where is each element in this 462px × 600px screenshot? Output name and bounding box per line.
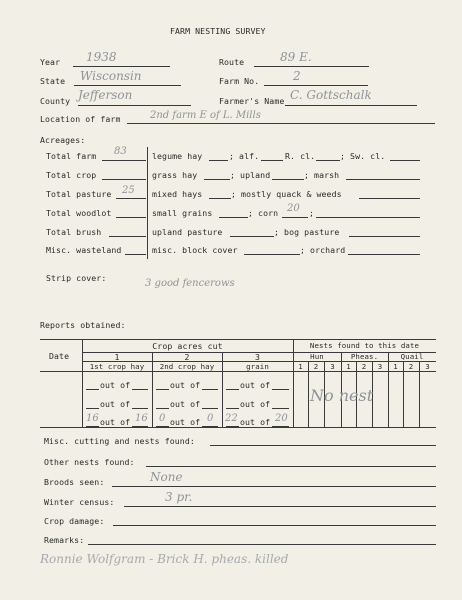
r1-c2-outof: out of	[170, 380, 201, 390]
misc-block-line	[244, 254, 300, 255]
second-crop-header: 2nd crop hay	[159, 362, 215, 371]
nests-note[interactable]: No nest	[310, 386, 374, 405]
farm-no-value[interactable]: 2	[293, 69, 301, 83]
pheas-2: 2	[361, 362, 367, 371]
farmer-name-label: Farmer's Name	[219, 96, 285, 106]
r1-c1-outof: out of	[100, 380, 131, 390]
bog-pasture-line	[349, 236, 420, 237]
location-value[interactable]: 2nd farm E of L. Mills	[150, 110, 261, 121]
pheas-3: 3	[377, 362, 383, 371]
r2-c1-a	[86, 408, 99, 409]
orchard-label: ; orchard	[300, 245, 346, 255]
grain-header: grain	[246, 362, 269, 371]
farmer-name-line	[285, 105, 417, 106]
alf-label: ; alf.	[229, 151, 260, 161]
misc-cutting-label: Misc. cutting and nests found:	[44, 436, 195, 446]
total-farm-value[interactable]: 83	[114, 146, 127, 157]
small-grains-line	[219, 217, 248, 218]
r3-v5[interactable]: 22	[225, 413, 238, 424]
hun-header: Hun	[310, 352, 324, 361]
state-value[interactable]: Wisconsin	[80, 69, 142, 83]
r2-c2-outof: out of	[170, 399, 201, 409]
location-label: Location of farm	[40, 114, 121, 124]
misc-block-label: misc. block cover	[152, 245, 238, 255]
quack-line	[359, 198, 420, 199]
r3-c3-outof: out of	[240, 417, 271, 427]
winter-census-label: Winter census:	[44, 497, 115, 507]
route-value[interactable]: 89 E.	[280, 50, 312, 64]
total-crop-line	[102, 179, 146, 180]
total-pasture-line	[116, 198, 146, 199]
quack-label: ; mostly quack & weeds	[231, 189, 342, 199]
quail-1: 1	[393, 362, 398, 371]
crop-damage-label: Crop damage:	[44, 516, 105, 526]
corn-label: ; corn	[248, 208, 279, 218]
r2-c1-b	[132, 408, 148, 409]
upland-line	[272, 179, 304, 180]
alf-line	[261, 160, 283, 161]
county-value[interactable]: Jefferson	[78, 88, 133, 102]
small-grains-extra-line	[316, 217, 420, 218]
total-pasture-value[interactable]: 25	[122, 185, 135, 196]
r1-c3-outof: out of	[240, 380, 271, 390]
hun-1: 1	[298, 362, 303, 371]
upland-pasture-label: upland pasture	[152, 227, 223, 237]
col3-header: 3	[254, 352, 261, 362]
r2-c3-outof: out of	[240, 399, 271, 409]
year-line	[73, 66, 170, 67]
r1-c1-b	[132, 389, 148, 390]
total-farm-line	[102, 160, 146, 161]
other-nests-label: Other nests found:	[44, 457, 135, 467]
marsh-label: ; marsh	[304, 170, 340, 180]
route-line	[254, 66, 369, 67]
small-grains-label: small grains	[152, 208, 213, 218]
winter-census-value[interactable]: 3 pr.	[165, 490, 193, 504]
acreages-heading: Acreages:	[40, 135, 86, 145]
route-label: Route	[219, 57, 245, 67]
remarks-line	[88, 544, 436, 545]
marsh-line	[346, 179, 420, 180]
total-brush-line	[109, 236, 146, 237]
county-label: County	[40, 96, 71, 106]
pheas-1: 1	[346, 362, 351, 371]
total-crop-label: Total crop	[46, 170, 97, 180]
bog-pasture-label: ; bog pasture	[274, 227, 340, 237]
total-woodlot-label: Total woodlot	[46, 208, 112, 218]
r1-c2-a	[156, 389, 169, 390]
form-title: FARM NESTING SURVEY	[170, 26, 266, 36]
r-cl-label: R. cl.	[285, 151, 316, 161]
county-line	[78, 105, 191, 106]
r2-c2-a	[156, 408, 169, 409]
remarks-label: Remarks:	[44, 535, 85, 545]
crop-damage-line	[113, 525, 436, 526]
grass-hay-label: grass hay	[152, 170, 198, 180]
r-cl-line	[316, 160, 340, 161]
total-brush-label: Total brush	[46, 227, 102, 237]
winter-census-line	[124, 506, 436, 507]
misc-wasteland-line	[125, 254, 146, 255]
strip-cover-label: Strip cover:	[46, 273, 107, 283]
r3-c1-a	[86, 426, 99, 427]
quail-2: 2	[408, 362, 414, 371]
strip-cover-value[interactable]: 3 good fencerows	[145, 278, 235, 289]
sw-cl-line	[390, 160, 420, 161]
total-farm-label: Total farm	[46, 151, 97, 161]
r1-c3-b	[272, 389, 289, 390]
r3-v4[interactable]: 0	[207, 413, 214, 424]
r3-c1-outof: out of	[100, 417, 131, 427]
total-woodlot-line	[116, 217, 146, 218]
pheas-header: Pheas.	[350, 352, 379, 361]
hun-2: 2	[313, 362, 319, 371]
hun-3: 3	[330, 362, 335, 371]
other-nests-line	[146, 466, 436, 467]
r3-c1-b	[132, 426, 148, 427]
semicolon: ;	[309, 208, 315, 218]
state-line	[74, 85, 181, 86]
r3-v3[interactable]: 0	[159, 413, 166, 424]
misc-wasteland-label: Misc. wasteland	[46, 245, 122, 255]
r1-c3-a	[226, 389, 239, 390]
corn-value[interactable]: 20	[287, 203, 300, 214]
crop-acres-header: Crop acres cut	[152, 341, 223, 351]
upland-label: ; upland	[230, 170, 271, 180]
upland-pasture-line	[230, 236, 274, 237]
nests-found-header: Nests found to this date	[309, 341, 420, 350]
farm-no-label: Farm No.	[219, 76, 260, 86]
grass-hay-line	[204, 179, 230, 180]
r2-c3-a	[226, 408, 239, 409]
r3-v2[interactable]: 16	[135, 413, 148, 424]
acreages-divider	[147, 147, 148, 259]
first-crop-header: 1st crop hay	[89, 362, 145, 371]
corn-line	[282, 217, 308, 218]
r3-c3-a	[226, 426, 239, 427]
farm-no-line	[264, 85, 368, 86]
footer-note[interactable]: Ronnie Wolfgram - Brick H. pheas. killed	[40, 552, 289, 566]
location-line	[127, 123, 435, 124]
r3-c2-outof: out of	[170, 417, 201, 427]
col2-header: 2	[184, 352, 190, 362]
r3-c3-b	[272, 426, 289, 427]
r3-v6[interactable]: 20	[275, 413, 288, 424]
r3-c2-a	[156, 426, 169, 427]
table-bottom-line	[40, 427, 436, 428]
r3-v1[interactable]: 16	[86, 413, 99, 424]
state-label: State	[40, 76, 66, 86]
date-header: Date	[49, 351, 70, 361]
broods-seen-line	[112, 486, 436, 487]
table-top-line	[40, 339, 436, 340]
quail-header: Quail	[400, 352, 424, 361]
year-label: Year	[40, 57, 61, 67]
total-pasture-label: Total pasture	[46, 189, 112, 199]
mixed-hays-label: mixed hays	[152, 189, 203, 199]
orchard-line	[348, 254, 420, 255]
r3-c2-b	[202, 426, 218, 427]
r2-c3-b	[272, 408, 289, 409]
sw-cl-label: ; Sw. cl.	[340, 151, 386, 161]
mixed-hays-line	[209, 198, 231, 199]
quail-3: 3	[425, 362, 430, 371]
reports-heading: Reports obtained:	[40, 320, 126, 330]
farmer-name-value[interactable]: C. Gottschalk	[290, 88, 372, 102]
broods-seen-value[interactable]: None	[150, 470, 183, 484]
legume-hay-label: legume hay	[152, 151, 203, 161]
r1-c1-a	[86, 389, 99, 390]
broods-seen-label: Broods seen:	[44, 477, 105, 487]
col1-header: 1	[114, 352, 120, 362]
r1-c2-b	[202, 389, 218, 390]
r2-c2-b	[202, 408, 218, 409]
legume-hay-line	[209, 160, 228, 161]
r2-c1-outof: out of	[100, 399, 131, 409]
year-value[interactable]: 1938	[86, 50, 117, 64]
misc-cutting-line	[210, 445, 436, 446]
